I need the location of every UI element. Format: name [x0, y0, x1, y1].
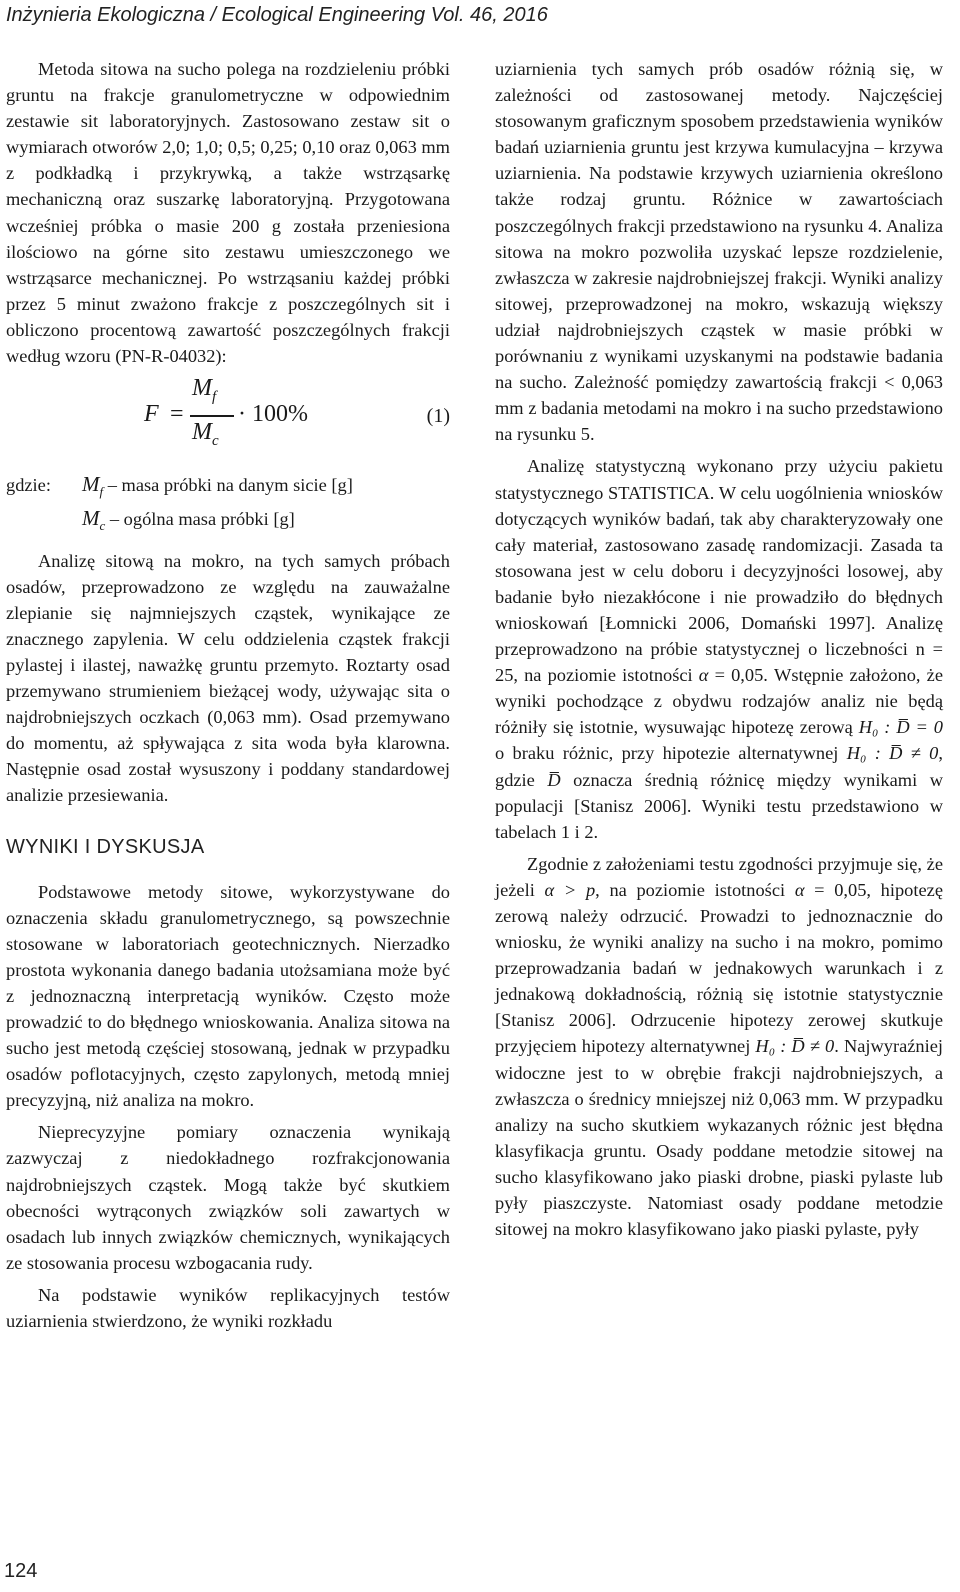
paragraph-test-conclusion: Zgodnie z założeniami testu zgodności przyjmuje się, że jeżeli α > p, na poziomie istotności α = 0,05, hipotezę zerową należy odrzucić. Prowadzi to jednoznacznie do wniosku, że wyniki analizy na sucho i na mokro, pomimo przeprowadzania badań w jednakowych warunkach i z jednakową dokładnością, różnią się istotnie statystycznie [Stanisz 2006]. Odrzucenie hipotezy zerowej skutkuje przyjęciem hipotezy alternatywnej H₀ : D̅ ≠ 0. Najwyraźniej widoczne jest to w obrębie frakcji najdrobniejszych, a zwłaszcza o średnicy mniejszej niż 0,063 mm. W przypadku analizy na sucho skutkiem wykazanych różnic jest błędna klasyfikacja gruntu. Osady poddane metodzie sitowej na sucho klasyfikowano jako piaski drobne, piaski pylaste lub pyły piaszczyste. Natomiast osady poddane metodzie sitowej na mokro klasyfikowano jako piaski pylaste, pyły: [495, 853, 943, 1240]
section-heading-results: WYNIKI I DYSKUSJA: [6, 836, 205, 859]
formula-number: (1): [426, 405, 450, 428]
formula-numerator: $M_f$: [192, 375, 217, 405]
alpha-symbol: α: [698, 665, 709, 686]
paragraph-results-3: Na podstawie wyników replikacyjnych testów uziarnienia stwierdzono, że wyniki rozkładu: [6, 1284, 450, 1332]
right-column: [495, 56, 943, 1248]
formula-fraction-bar: [190, 415, 234, 417]
null-hypothesis: H₀ : D̅ = 0: [858, 717, 943, 738]
alternative-hypothesis: H₀ : D̅ ≠ 0: [755, 1036, 835, 1057]
formula-multiplier: · 100%: [238, 401, 308, 428]
legend-label: gdzie:: [6, 475, 51, 496]
rejection-condition: α > p: [544, 879, 596, 900]
paragraph-statistics: Analizę statystyczną wykonano przy użyciu pakietu statystycznego STATISTICA. W celu uogólnienia wniosków dotyczących wyników badań, tak aby charakteryzowały one cały materiał, zastosowano zasadę randomizacji. Zasada ta stosowana jest w celu doboru i decyzyjności losowej, aby badanie było niezakłócone i nie prowadziło do błędnych wnioskowań [Łomnicki 2006, Domański 1997]. Analizę przeprowadzono na próbie statystycznej o liczebności n = 25, na poziomie istotności α = 0,05. Wstępnie założono, że wyniki pochodzące z obydwu rodzajów analiz nie będą różniły się istotnie, wysuwając hipotezę zerową H₀ : D̅ = 0 o braku różnic, przy hipotezie alternatywnej H₀ : D̅ ≠ 0, gdzie D̅ oznacza średnią różnicę między wynikami w populacji [Stanisz 2006]. Wyniki testu przedstawiono w tabelach 1 i 2.: [495, 456, 943, 842]
formula-denominator: $M_c$: [192, 419, 219, 449]
paragraph-sieve-dry: Metoda sitowa na sucho polega na rozdzieleniu próbki gruntu na frakcje granulometryczne w odpowiednim zestawie sit laboratoryjnych. Zastosowano zestaw sit o wymiarach otworów 2,0; 1,0; 0,5; 0,25; 0,10 oraz 0,063 mm z podkładką i przykrywką, a także wstrząsarkę mechaniczną oraz suszarkę laboratoryjną. Przygotowana wcześniej próbka o masie 200 g została przeniesiona ilościowo na górne sito zestawu umieszczonego we wstrząsarce mechanicznej. Po wstrząsaniu każdej próbki przez 5 minut zważono frakcje z poszczególnych sit i obliczono procentową zawartość poszczególnych frakcji według wzoru (PN-R-04032):: [6, 59, 450, 367]
formula-equals: =: [170, 401, 184, 428]
paragraph-results-2: Nieprecyzyjne pomiary oznaczenia wynikają zazwyczaj z niedokładnego rozfrakcjonowania najdrobniejszych cząstek. Mogą także być skutkiem obecności wytrąconych związków soli zawartych w osadach lub innych związków chemicznych, wynikających ze stosowania procesu wzbogacania rudy.: [6, 1122, 450, 1273]
paragraph-results-1: Podstawowe metody sitowe, wykorzystywane do oznaczenia składu granulometrycznego, są powszechnie stosowane w laboratoriach geotechnicznych. Nierzadko prostota wykonania danego badania utożsamiana może być z jednoznaczną interpretacją wyników. Często może prowadzić to do błędnego wnioskowania. Analiza sitowa na sucho jest metodą częściej stosowaną, jednak w przypadku osadów poflotacyjnych, często zapylonych, metodą mniej precyzyjną, niż analiza na mokro.: [6, 881, 450, 1111]
legend-row-mf: gdzie: $M_f$ – masa próbki na danym sicie [g]: [6, 472, 353, 500]
alternative-hypothesis: H₀ : D̅ ≠ 0: [846, 743, 939, 764]
paragraph-sieve-wet: Analizę sitową na mokro, na tych samych próbach osadów, przeprowadzono ze względu na zauważalne zlepianie się najmniejszych cząstek, wynikające ze znacznego zapylenia. W celu oddzielenia cząstek frakcji pylastej i ilastej, naważkę gruntu przemyto. Roztarty osad przemywano strumieniem bieżącej wody, używając sita o najdrobniejszych oczkach (0,063 mm). Osad przemywano do momentu, aż spływająca z sita woda była klarowna. Następnie osad został wysuszony i poddany standardowej analizie przesiewania.: [6, 550, 450, 806]
left-column: [6, 56, 450, 1340]
formula-lhs: F: [144, 401, 159, 428]
mean-difference-symbol: D̅: [547, 769, 561, 790]
alpha-symbol: α: [794, 879, 805, 900]
running-head: Inżynieria Ekologiczna / Ecological Engineering Vol. 46, 2016: [6, 4, 548, 26]
legend-row-mc: $M_c$ – ogólna masa próbki [g]: [82, 506, 295, 534]
formula-legend: [6, 471, 450, 539]
paragraph-grain-distribution: uziarnienia tych samych prób osadów różnią się, w zależności od zastosowanej metody. Najczęściej stosowanym graficznym sposobem przedstawienia wyników badań uziarnienia gruntu jest krzywa kumulacyjna – krzywa uziarnienia. Na podstawie krzywych uziarnienia określono także rodzaj gruntu. Różnice w zawartościach poszczególnych frakcji przedstawiono na rysunku 4. Analiza sitowa na mokro pozwoliła uzyskać lepsze rozdzielenie, zwłaszcza w zakresie najdrobniejszej frakcji. Wyniki analizy sitowej, przeprowadzonej na mokro, wskazują większy udział najdrobniejszych cząstek w masie próbki w porównaniu z wynikami uzyskanymi na podstawie badania na sucho. Zależność pomiędzy zawartością frakcji < 0,063 mm z badania metodami na mokro i na sucho przedstawiono na rysunku 5.: [495, 59, 943, 445]
formula-1: [6, 375, 450, 465]
page-number: 124: [4, 1560, 38, 1582]
